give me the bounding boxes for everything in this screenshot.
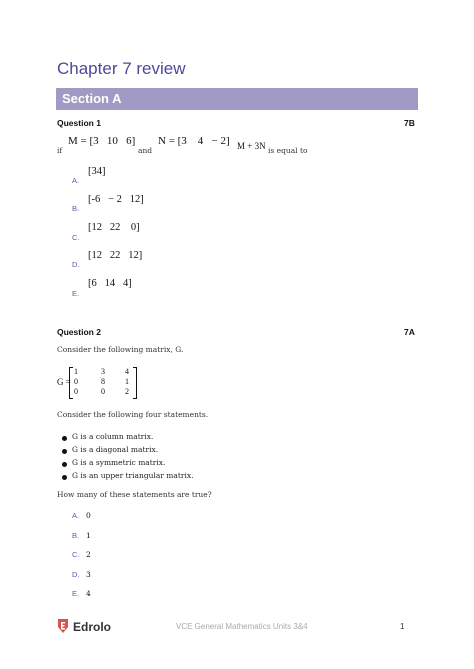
- q1-if-text: if: [57, 146, 63, 155]
- q2-option-c-value: 2: [86, 550, 91, 559]
- q1-option-c-value: [12 22 0]: [88, 222, 140, 233]
- q2-question: How many of these statements are true?: [57, 490, 212, 499]
- q1-option-c-letter[interactable]: C.: [72, 233, 80, 242]
- matrix-cell: 2: [125, 387, 129, 396]
- question-1-code: 7B: [404, 118, 415, 128]
- question-1-label: Question 1: [57, 118, 101, 128]
- page-title: Chapter 7 review: [57, 59, 186, 78]
- edrolo-logo-icon: [57, 618, 69, 634]
- bullet-icon: [62, 462, 67, 467]
- q1-matrix-m: M = [3 10 6]: [68, 135, 136, 147]
- q2-option-b-letter[interactable]: B.: [72, 531, 80, 540]
- q2-option-d-value: 3: [86, 570, 91, 579]
- q2-option-c-letter[interactable]: C.: [72, 550, 80, 559]
- matrix-cell: 0: [74, 377, 78, 386]
- q1-option-d-letter[interactable]: D.: [72, 260, 80, 269]
- q2-option-e-value: 4: [86, 589, 91, 598]
- q1-option-e-value: [6 14 4]: [88, 278, 132, 289]
- q2-statement-4: G is an upper triangular matrix.: [72, 471, 194, 480]
- question-2-label: Question 2: [57, 327, 101, 337]
- matrix-cell: 1: [125, 377, 129, 386]
- page-number: 1: [400, 622, 405, 631]
- question-2-code: 7A: [404, 327, 415, 337]
- matrix-cell: 0: [101, 387, 105, 396]
- q2-matrix-g: [57, 367, 147, 399]
- bullet-icon: [62, 436, 67, 441]
- matrix-cell: 3: [101, 367, 105, 376]
- q1-option-d-value: [12 22 12]: [88, 250, 143, 261]
- q2-statement-1: G is a column matrix.: [72, 432, 154, 441]
- q1-option-a-value: [34]: [88, 166, 106, 177]
- q2-option-a-value: 0: [86, 511, 91, 520]
- q1-expression: M + 3N: [237, 141, 266, 151]
- section-banner: [56, 88, 418, 110]
- q1-option-a-letter[interactable]: A.: [72, 176, 80, 185]
- q1-option-e-letter[interactable]: E.: [72, 289, 80, 298]
- bullet-icon: [62, 449, 67, 454]
- q2-option-e-letter[interactable]: E.: [72, 589, 80, 598]
- q1-and-text: and: [138, 146, 153, 155]
- bullet-icon: [62, 475, 67, 480]
- q2-intro: Consider the following matrix, G.: [57, 345, 184, 354]
- matrix-cell: 4: [125, 367, 129, 376]
- footer-course: VCE General Mathematics Units 3&4: [176, 622, 308, 631]
- section-title: Section A: [62, 91, 122, 106]
- q1-option-b-letter[interactable]: B.: [72, 204, 80, 213]
- q2-statement-3: G is a symmetric matrix.: [72, 458, 166, 467]
- q1-is-equal-text: is equal to: [268, 146, 308, 155]
- matrix-right-bracket: [133, 367, 137, 399]
- matrix-cell: 0: [74, 387, 78, 396]
- q2-matrix-label: G =: [57, 377, 71, 387]
- matrix-cell: 1: [74, 367, 78, 376]
- q2-option-d-letter[interactable]: D.: [72, 570, 80, 579]
- q1-matrix-n: N = [3 4 − 2]: [158, 135, 230, 147]
- q2-statements-intro: Consider the following four statements.: [57, 410, 209, 419]
- q2-statement-2: G is a diagonal matrix.: [72, 445, 159, 454]
- q2-option-b-value: 1: [86, 531, 91, 540]
- footer-brand: Edrolo: [73, 620, 111, 634]
- q2-option-a-letter[interactable]: A.: [72, 511, 80, 520]
- matrix-left-bracket: [69, 367, 73, 399]
- matrix-cell: 8: [101, 377, 105, 386]
- q1-option-b-value: [-6 − 2 12]: [88, 194, 144, 205]
